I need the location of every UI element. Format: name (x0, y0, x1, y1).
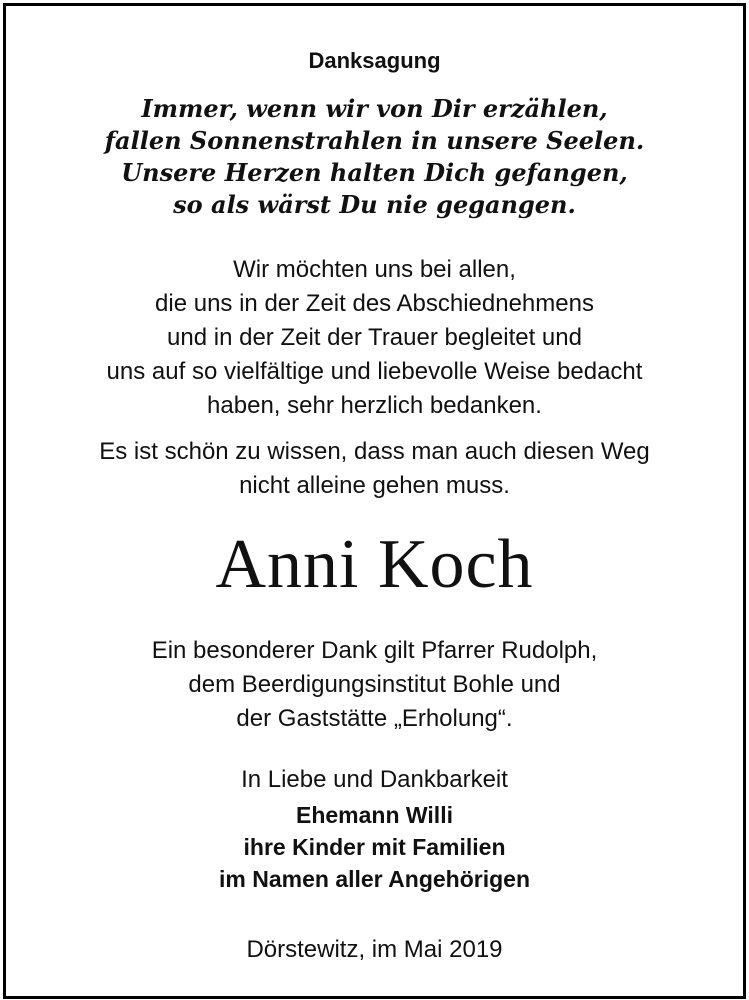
poem-line-3: Unsere Herzen halten Dich gefangen, (121, 158, 628, 187)
poem-line-1: Immer, wenn wir von Dir erzählen, (141, 94, 608, 123)
thanks-paragraph-line-5: haben, sehr herzlich bedanken. (207, 392, 542, 419)
notice-title: Danksagung (308, 48, 441, 73)
signatory-spouse: Ehemann Willi (296, 802, 453, 828)
place-and-date: Dörstewitz, im Mai 2019 (246, 936, 503, 963)
thanks-paragraph-line-3: und in der Zeit der Trauer begleitet und (167, 324, 582, 351)
signatory-relatives: im Namen aller Angehörigen (219, 866, 530, 892)
comfort-paragraph-line-2: nicht alleine gehen muss. (239, 472, 510, 499)
poem-line-2: fallen Sonnenstrahlen in unsere Seelen. (104, 126, 645, 155)
thanks-paragraph-line-4: uns auf so vielfältige und liebevolle Weise bedacht (106, 358, 643, 385)
obituary-notice (3, 3, 746, 999)
deceased-name: Anni Koch (215, 526, 534, 603)
comfort-paragraph-line-1: Es ist schön zu wissen, dass man auch diesen Weg (99, 438, 650, 465)
poem-line-4: so als wärst Du nie gegangen. (173, 190, 576, 219)
thanks-paragraph-line-2: die uns in der Zeit des Abschiednehmens (155, 290, 594, 317)
thanks-paragraph-line-1: Wir möchten uns bei allen, (233, 256, 516, 283)
special-thanks-line-1: Ein besonderer Dank gilt Pfarrer Rudolph, (151, 637, 598, 664)
special-thanks-line-3: der Gaststätte „Erholung“. (236, 705, 513, 732)
special-thanks-line-2: dem Beerdigungsinstitut Bohle und (188, 671, 561, 698)
signatory-children: ihre Kinder mit Familien (243, 834, 506, 860)
closing-phrase: In Liebe und Dankbarkeit (241, 766, 508, 793)
